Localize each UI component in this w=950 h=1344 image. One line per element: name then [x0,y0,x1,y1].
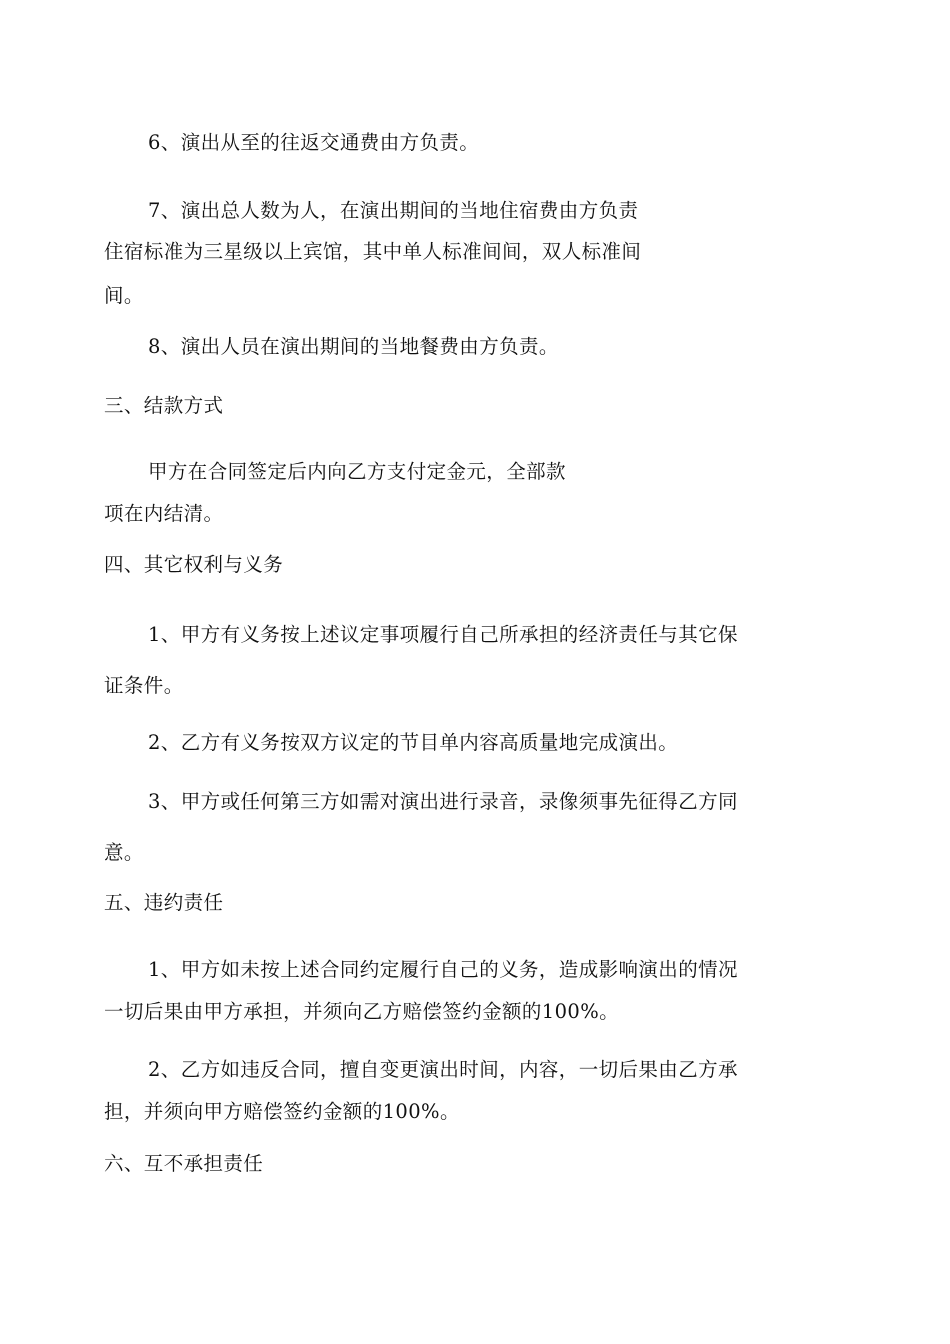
duty-1-cont: 证条件。 [104,674,184,697]
clause-6: 6、演出从至的往返交通费由方负责。 [148,131,480,154]
breach-1-cont: 一切后果由甲方承担，并须向乙方赔偿签约金额的100%。 [104,1000,620,1023]
section-heading-3: 三、结款方式 [104,394,224,417]
duty-3-cont: 意。 [104,841,144,864]
clause-8: 8、演出人员在演出期间的当地餐费由方负责。 [148,335,559,358]
duty-2: 2、乙方有义务按双方议定的节目单内容高质量地完成演出。 [148,731,679,754]
breach-1: 1、甲方如未按上述合同约定履行自己的义务，造成影响演出的情况 [148,958,738,981]
payment-paragraph: 甲方在合同签定后内向乙方支付定金元，全部款 [148,460,566,483]
duty-3: 3、甲方或任何第三方如需对演出进行录音，录像须事先征得乙方同 [148,790,738,813]
breach-2-cont: 担，并须向甲方赔偿签约金额的100%。 [104,1100,460,1123]
breach-2: 2、乙方如违反合同，擅自变更演出时间，内容，一切后果由乙方承 [148,1058,738,1081]
clause-7-cont: 间。 [104,284,144,307]
section-heading-6: 六、互不承担责任 [104,1152,264,1175]
duty-1: 1、甲方有义务按上述议定事项履行自己所承担的经济责任与其它保 [148,623,738,646]
clause-7-cont: 住宿标准为三星级以上宾馆，其中单人标准间间，双人标准间 [104,240,642,263]
clause-7: 7、演出总人数为人，在演出期间的当地住宿费由方负责 [148,199,639,222]
payment-paragraph-cont: 项在内结清。 [104,502,224,525]
section-heading-4: 四、其它权利与义务 [104,553,284,576]
section-heading-5: 五、违约责任 [104,891,224,914]
